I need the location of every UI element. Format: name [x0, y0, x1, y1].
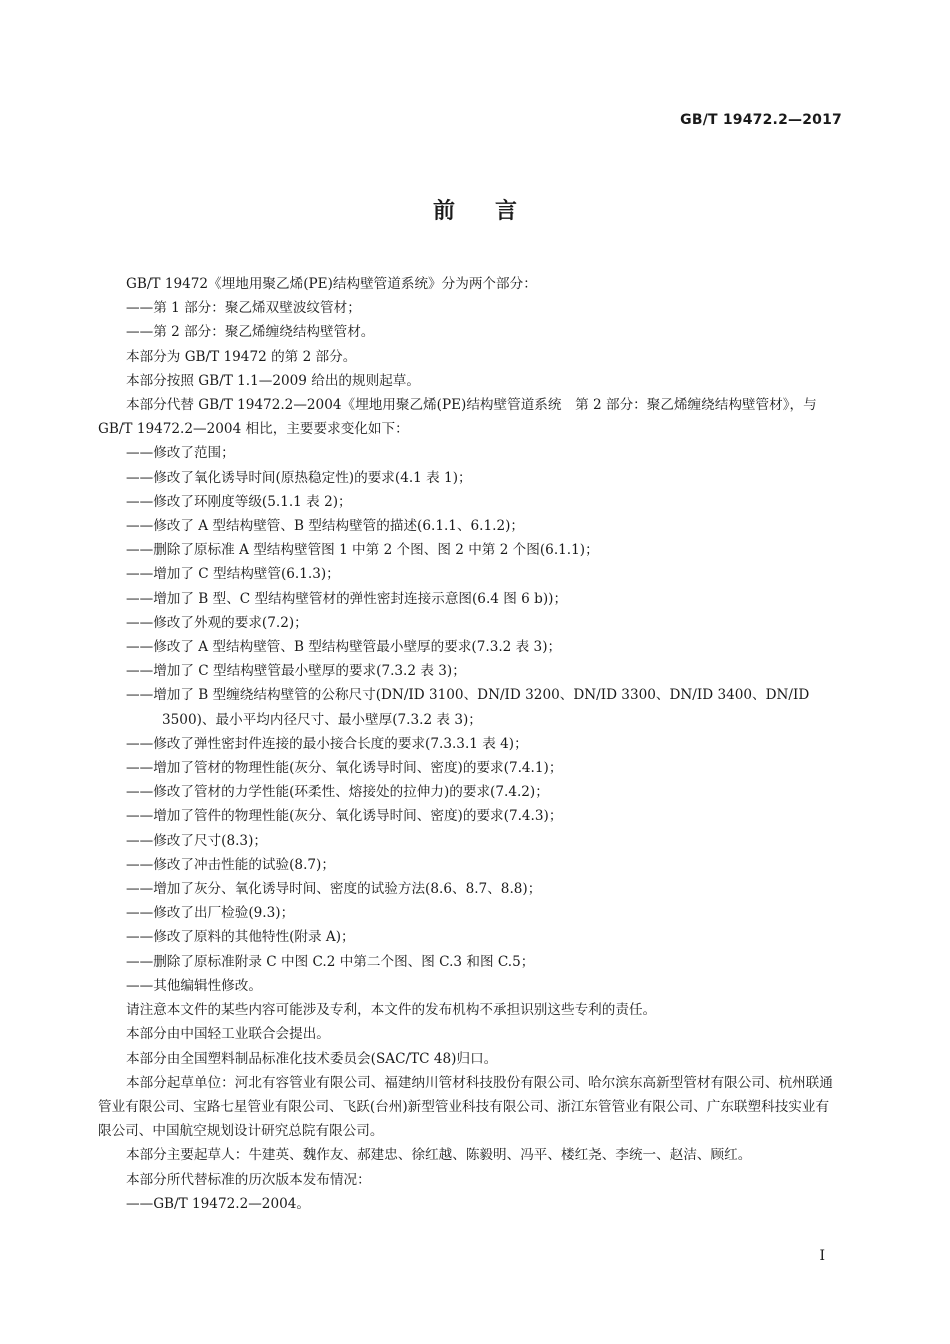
paragraph: GB/T 19472《埋地用聚乙烯(PE)结构壁管道系统》分为两个部分： — [126, 276, 537, 292]
standard-code-header: GB/T 19472.2—2017 — [680, 112, 842, 128]
list-item: ——修改了 A 型结构壁管、B 型结构壁管最小壁厚的要求(7.3.2 表 3)； — [126, 639, 562, 656]
list-item: ——增加了 B 型、C 型结构壁管材的弹性密封连接示意图(6.4 图 6 b))； — [126, 590, 568, 607]
list-item: ——其他编辑性修改。 — [126, 977, 262, 994]
list-item: ——删除了原标准 A 型结构壁管图 1 中第 2 个图、图 2 中第 2 个图(6.1.1)； — [126, 542, 599, 559]
page-number: I — [819, 1248, 825, 1264]
list-item: ——第 1 部分：聚乙烯双壁波纹管材； — [126, 300, 361, 317]
list-item: ——增加了灰分、氧化诱导时间、密度的试验方法(8.6、8.7、8.8)； — [126, 881, 542, 898]
paragraph: 本部分起草单位：河北有容管业有限公司、福建纳川管材科技股份有限公司、哈尔滨东高新型管材有限公司、杭州联通管业有限公司、宝路七星管业有限公司、飞跃(台州)新型管业科技有限公司、浙江东管管业有限公司、广东联塑科技实业有限公司、中国航空规划设计研究总院有限公司。 — [98, 1074, 833, 1140]
paragraph: 本部分代替 GB/T 19472.2—2004《埋地用聚乙烯(PE)结构壁管道系统 第 2 部分：聚乙烯缠绕结构壁管材》，与 GB/T 19472.2—2004 相比，主要要求变化如下： — [98, 397, 817, 438]
list-item: ——修改了冲击性能的试验(8.7)； — [126, 856, 335, 873]
list-item: ——修改了外观的要求(7.2)； — [126, 614, 308, 631]
list-item: ——增加了 B 型缠绕结构壁管的公称尺寸(DN/ID 3100、DN/ID 3200、DN/ID 3300、DN/ID 3400、DN/ID 3500)、最小平均内径尺寸、最小壁厚(7.3.2 表 3)； — [126, 687, 810, 728]
paragraph: 本部分按照 GB/T 1.1—2009 给出的规则起草。 — [126, 372, 420, 389]
paragraph: 请注意本文件的某些内容可能涉及专利，本文件的发布机构不承担识别这些专利的责任。 — [126, 1002, 657, 1019]
list-item: ——增加了管材的物理性能(灰分、氧化诱导时间、密度)的要求(7.4.1)； — [126, 760, 563, 777]
page-title: 前言 — [432, 199, 557, 224]
list-item: ——第 2 部分：聚乙烯缠绕结构壁管材。 — [126, 324, 375, 341]
list-item: ——删除了原标准附录 C 中图 C.2 中第二个图、图 C.3 和图 C.5； — [126, 953, 535, 970]
list-item: ——修改了出厂检验(9.3)； — [126, 905, 295, 922]
paragraph: 本部分由全国塑料制品标准化技术委员会(SAC/TC 48)归口。 — [126, 1050, 498, 1067]
list-item: ——修改了尺寸(8.3)； — [126, 832, 267, 849]
list-item: ——修改了环刚度等级(5.1.1 表 2)； — [126, 493, 352, 510]
list-item: ——修改了氧化诱导时间(原热稳定性)的要求(4.1 表 1)； — [126, 469, 472, 486]
paragraph: 本部分由中国轻工业联合会提出。 — [126, 1026, 330, 1043]
list-item: ——GB/T 19472.2—2004。 — [126, 1195, 311, 1212]
list-item: ——增加了管件的物理性能(灰分、氧化诱导时间、密度)的要求(7.4.3)； — [126, 808, 563, 825]
paragraph: 本部分主要起草人：牛建英、魏作友、郝建忠、徐红越、陈毅明、冯平、楼红尧、李统一、赵洁、顾红。 — [126, 1147, 752, 1164]
list-item: ——修改了原料的其他特性(附录 A)； — [126, 929, 355, 946]
list-item: ——修改了弹性密封件连接的最小接合长度的要求(7.3.3.1 表 4)； — [126, 735, 528, 752]
list-item: ——增加了 C 型结构壁管(6.1.3)； — [126, 566, 340, 583]
paragraph: 本部分为 GB/T 19472 的第 2 部分。 — [126, 348, 357, 365]
preface-body — [98, 272, 842, 1216]
list-item: ——修改了管材的力学性能(环柔性、熔接处的拉伸力)的要求(7.4.2)； — [126, 784, 549, 801]
list-item: ——增加了 C 型结构壁管最小壁厚的要求(7.3.2 表 3)； — [126, 663, 466, 680]
list-item: ——修改了范围； — [126, 445, 235, 462]
list-item: ——修改了 A 型结构壁管、B 型结构壁管的描述(6.1.1、6.1.2)； — [126, 518, 525, 535]
paragraph: 本部分所代替标准的历次版本发布情况： — [126, 1171, 371, 1188]
